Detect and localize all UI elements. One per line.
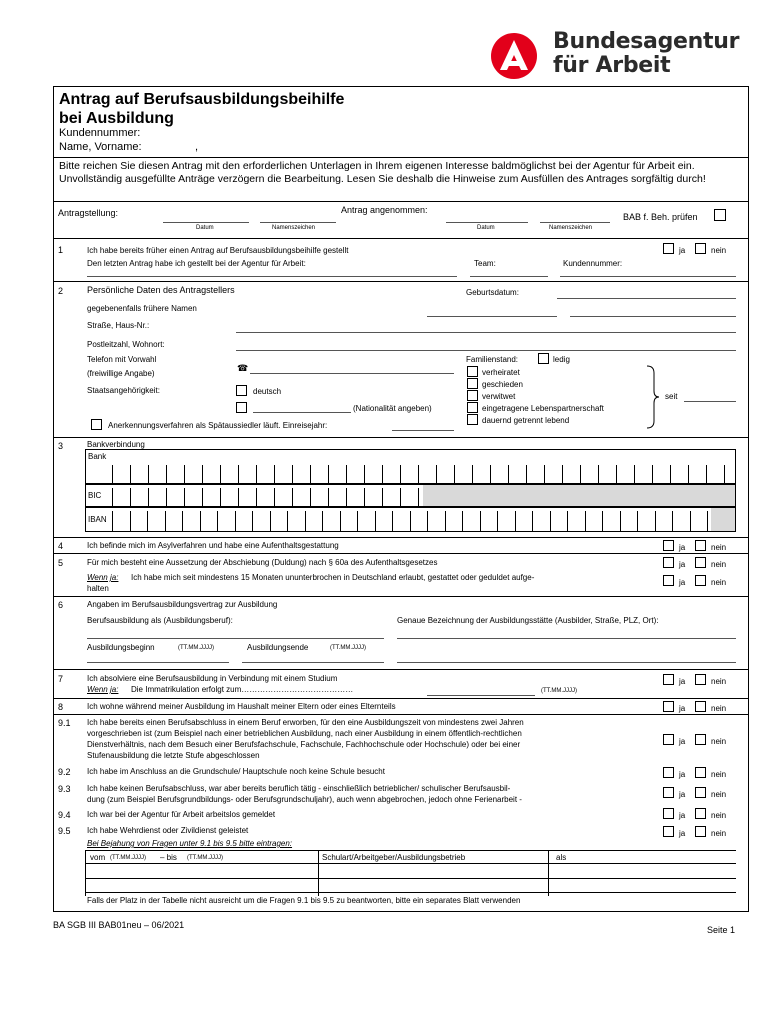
s7-format: (TT.MM.JJJJ) — [541, 688, 577, 694]
grid-tick — [364, 465, 365, 483]
bank-field[interactable] — [85, 449, 736, 484]
section-4-number: 4 — [58, 541, 64, 551]
s4-yes-label: ja — [679, 543, 686, 552]
grid-tick — [166, 488, 167, 506]
grid-tick — [382, 465, 383, 483]
grid-tick — [147, 511, 148, 531]
s91-line4: Stufenausbildung die letzte Stufe abgeschlossen — [87, 751, 260, 760]
grid-tick — [375, 511, 376, 531]
s7-yes-checkbox[interactable] — [663, 674, 674, 685]
grid-tick — [220, 488, 221, 506]
grid-tick — [217, 511, 218, 531]
separated-label: dauernd getrennt lebend — [482, 416, 570, 425]
grid-tick — [256, 488, 257, 506]
since-label: seit — [665, 392, 678, 401]
s8-question: Ich wohne während meiner Ausbildung im Haushalt meiner Eltern oder eines Elternteils — [87, 702, 396, 711]
s1-last-application: Den letzten Antrag habe ich gestellt bei der Agentur für Arbeit: — [87, 259, 306, 268]
grid-tick — [274, 465, 275, 483]
grid-tick — [480, 511, 481, 531]
date-caption-2: Datum — [477, 225, 495, 231]
section-7-number: 7 — [58, 674, 64, 684]
col-from-format: (TT.MM.JJJJ) — [110, 855, 146, 861]
logo-line1: Bundesagentur — [553, 29, 740, 54]
s7-yes-label: ja — [679, 677, 686, 686]
s94-no-checkbox[interactable] — [695, 808, 706, 819]
s8-no-label: nein — [711, 704, 727, 713]
grid-tick — [418, 465, 419, 483]
grid-tick — [112, 465, 113, 483]
col-school: Schulart/Arbeitgeber/Ausbildungsbetrieb — [322, 853, 466, 862]
grid-tick — [148, 488, 149, 506]
grid-tick — [112, 488, 113, 506]
german-checkbox[interactable] — [236, 385, 247, 396]
s4-no-label: nein — [711, 543, 727, 552]
s2-title: Persönliche Daten des Antragstellers — [87, 285, 235, 295]
section-2-number: 2 — [58, 286, 64, 296]
separated-checkbox[interactable] — [467, 414, 478, 425]
section-9-3-number: 9.3 — [58, 784, 71, 794]
grid-tick — [445, 511, 446, 531]
s94-yes-checkbox[interactable] — [663, 808, 674, 819]
s6-title: Angaben im Berufsausbildungsvertrag zur Ausbildung — [87, 600, 278, 609]
name-comma: , — [195, 141, 199, 153]
phone-note: (freiwillige Angabe) — [87, 369, 155, 378]
other-nationality-checkbox[interactable] — [236, 402, 247, 413]
grid-tick — [112, 511, 113, 531]
grid-tick — [567, 511, 568, 531]
grid-tick — [526, 465, 527, 483]
s7-question: Ich absolviere eine Berufsausbildung in Verbindung mit einem Studium — [87, 674, 338, 683]
s5-sub-yes-label: ja — [679, 578, 686, 587]
s92-question: Ich habe im Anschluss an die Grundschule/ Hauptschule noch keine Schule besucht — [87, 767, 385, 776]
s92-yes-label: ja — [679, 770, 686, 779]
grid-tick — [655, 511, 656, 531]
grid-tick — [202, 488, 203, 506]
grid-tick — [310, 488, 311, 506]
divorced-label: geschieden — [482, 380, 523, 389]
grid-tick — [238, 488, 239, 506]
grid-tick — [670, 465, 671, 483]
s91-yes-label: ja — [679, 737, 686, 746]
partnership-label: eingetragene Lebenspartnerschaft — [482, 404, 604, 413]
end-format: (TT.MM.JJJJ) — [330, 645, 366, 651]
bic-disabled-area — [423, 485, 735, 506]
date-caption: Datum — [196, 225, 214, 231]
grid-tick — [130, 511, 131, 531]
grid-tick — [550, 511, 551, 531]
grid-tick — [287, 511, 288, 531]
former-names-label: gegebenenfalls frühere Namen — [87, 304, 197, 313]
recognition-checkbox[interactable] — [91, 419, 102, 430]
logo-text — [553, 30, 739, 78]
s91-line2: vorgeschrieben ist (zum Beispiel nach einer betrieblichen Ausbildung, nach einer Ausbildung in einem öffentlich-rechtlichen — [87, 729, 522, 738]
grid-tick — [184, 488, 185, 506]
s92-yes-checkbox[interactable] — [663, 767, 674, 778]
grid-tick — [707, 511, 708, 531]
grid-tick — [400, 465, 401, 483]
col-as: als — [556, 853, 567, 862]
s5-no-label: nein — [711, 560, 727, 569]
grid-tick — [508, 465, 509, 483]
german-label: deutsch — [253, 387, 282, 396]
grid-tick — [580, 465, 581, 483]
other-nationality-label: (Nationalität angeben) — [353, 404, 432, 413]
s93-no-label: nein — [711, 790, 727, 799]
place-label: Genaue Bezeichnung der Ausbildungsstätte (Ausbilder, Straße, PLZ, Ort): — [397, 616, 659, 625]
s7-no-checkbox[interactable] — [695, 674, 706, 685]
section-1-number: 1 — [58, 245, 64, 255]
grid-tick — [305, 511, 306, 531]
grid-tick — [562, 465, 563, 483]
s5-sub-yes-checkbox[interactable] — [663, 575, 674, 586]
s94-question: Ich war bei der Agentur für Arbeit arbeitslos gemeldet — [87, 810, 276, 819]
s1-question: Ich habe bereits früher einen Antrag auf Berufsausbildungsbeihilfe gestellt — [87, 246, 349, 255]
s92-no-label: nein — [711, 770, 727, 779]
marital-label: Familienstand: — [466, 355, 519, 364]
s93-no-checkbox[interactable] — [695, 787, 706, 798]
nationality-label: Staatsangehörigkeit: — [87, 386, 160, 395]
s5-yes-label: ja — [679, 560, 686, 569]
section-9-1-number: 9.1 — [58, 718, 71, 728]
grid-tick — [490, 465, 491, 483]
iban-disabled-area — [711, 508, 735, 531]
phone-icon: ☎ — [237, 363, 249, 373]
grid-tick — [130, 488, 131, 506]
grid-tick — [256, 465, 257, 483]
s7-if-yes: Wenn ja: — [87, 685, 119, 694]
s8-yes-label: ja — [679, 704, 686, 713]
grid-tick — [634, 465, 635, 483]
grid-tick — [637, 511, 638, 531]
col-from: vom — [90, 853, 106, 862]
s4-question: Ich befinde mich im Asylverfahren und habe eine Aufenthaltsgestattung — [87, 541, 339, 550]
grid-tick — [436, 465, 437, 483]
grid-tick — [454, 465, 455, 483]
s93-line2: dung (zum Beispiel Berufsgrundbildungs- oder Berufsgrundschuljahr), auch wenn abgebrochen, jedoch ohne Ferienarbeit - — [87, 795, 522, 804]
grid-tick — [418, 488, 419, 506]
grid-tick — [706, 465, 707, 483]
grid-tick — [462, 511, 463, 531]
s95-yes-label: ja — [679, 829, 686, 838]
s1-customer-no-label: Kundennummer: — [563, 259, 623, 268]
single-label: ledig — [553, 355, 570, 364]
s4-yes-checkbox[interactable] — [663, 540, 674, 551]
application-date-label: Antragstellung: — [58, 208, 119, 218]
right-brace-icon — [645, 365, 661, 429]
grid-tick — [585, 511, 586, 531]
grid-tick — [392, 511, 393, 531]
s94-no-label: nein — [711, 811, 727, 820]
grid-tick — [532, 511, 533, 531]
grid-tick — [340, 511, 341, 531]
grid-tick — [346, 488, 347, 506]
married-checkbox[interactable] — [467, 366, 478, 377]
grid-tick — [652, 465, 653, 483]
grid-tick — [357, 511, 358, 531]
section-3-number: 3 — [58, 441, 64, 451]
col-to: – bis — [160, 853, 177, 862]
partnership-checkbox[interactable] — [467, 402, 478, 413]
grid-tick — [346, 465, 347, 483]
grid-tick — [270, 511, 271, 531]
bic-label: BIC — [88, 491, 102, 500]
grid-tick — [427, 511, 428, 531]
grid-tick — [724, 465, 725, 483]
grid-tick — [497, 511, 498, 531]
grid-tick — [672, 511, 673, 531]
name-label: Name, Vorname: — [59, 141, 142, 153]
initials-caption-2: Namenszeichen — [549, 225, 593, 231]
title-line2: bei Ausbildung — [59, 110, 174, 127]
s5-sub-question-2: halten — [87, 584, 109, 593]
ba-logo-icon — [491, 33, 537, 79]
s93-line1: Ich habe keinen Berufsabschluss, war aber bereits beruflich tätig - einschließlich betrieblicher/ schulischer Berufsausbil- — [87, 784, 511, 793]
grid-tick — [328, 488, 329, 506]
grid-tick — [310, 465, 311, 483]
job-label: Berufsausbildung als (Ausbildungsberuf): — [87, 616, 233, 625]
s4-no-checkbox[interactable] — [695, 540, 706, 551]
phone-label: Telefon mit Vorwahl — [87, 355, 157, 364]
s1-yes-checkbox[interactable] — [663, 243, 674, 254]
intro-text: Bitte reichen Sie diesen Antrag mit den erforderlichen Unterlagen in Ihrem eigenen Interesse baldmöglichst bei der Agentur für Arbeit ein. Unvollständig ausgefüllte Anträge verzögern die Bearbeitung. Lesen Sie deshalb die Hinweise zum Ausfüllen des Antrages sorgfältig durch! — [59, 160, 706, 185]
customer-number-label: Kundennummer: — [59, 127, 141, 139]
grid-tick — [252, 511, 253, 531]
section-8-number: 8 — [58, 702, 64, 712]
grid-tick — [182, 511, 183, 531]
bank-label: Bank — [88, 452, 107, 461]
s95-yes-checkbox[interactable] — [663, 826, 674, 837]
grid-tick — [292, 465, 293, 483]
grid-tick — [130, 465, 131, 483]
grid-tick — [184, 465, 185, 483]
start-label: Ausbildungsbeginn — [87, 643, 155, 652]
s95-question: Ich habe Wehrdienst oder Zivildienst geleistet — [87, 826, 249, 835]
section-9-2-number: 9.2 — [58, 767, 71, 777]
s91-yes-checkbox[interactable] — [663, 734, 674, 745]
s1-team-label: Team: — [474, 259, 496, 268]
s5-if-yes: Wenn ja: — [87, 573, 119, 582]
s94-yes-label: ja — [679, 811, 686, 820]
grid-tick — [620, 511, 621, 531]
iban-label: IBAN — [88, 515, 107, 524]
grid-tick — [472, 465, 473, 483]
accepted-label: Antrag angenommen: — [341, 205, 428, 215]
s91-no-label: nein — [711, 737, 727, 746]
s93-yes-checkbox[interactable] — [663, 787, 674, 798]
s5-sub-no-label: nein — [711, 578, 727, 587]
grid-tick — [235, 511, 236, 531]
widowed-label: verwitwet — [482, 392, 516, 401]
end-label: Ausbildungsende — [247, 643, 309, 652]
grid-tick — [148, 465, 149, 483]
s1-no-label: nein — [711, 246, 727, 255]
street-label: Straße, Haus-Nr.: — [87, 321, 150, 330]
birth-date-label: Geburtsdatum: — [466, 288, 519, 297]
grid-tick — [292, 488, 293, 506]
title-line1: Antrag auf Berufsausbildungsbeihilfe — [59, 91, 345, 108]
divorced-checkbox[interactable] — [467, 378, 478, 389]
s5-no-checkbox[interactable] — [695, 557, 706, 568]
widowed-checkbox[interactable] — [467, 390, 478, 401]
grid-tick — [220, 465, 221, 483]
s1-yes-label: ja — [679, 246, 686, 255]
grid-tick — [322, 511, 323, 531]
grid-tick — [202, 465, 203, 483]
grid-tick — [400, 488, 401, 506]
page-number: Seite 1 — [707, 925, 736, 935]
bab-check-label: BAB f. Beh. prüfen — [623, 212, 698, 222]
s91-line3: Dienstverhältnis, nach dem Besuch einer Berufsfachschule, Fachschule, Fachhochschule oder Hochschule) oder bei einer — [87, 740, 521, 749]
start-format: (TT.MM.JJJJ) — [178, 645, 214, 651]
page-title — [59, 90, 344, 128]
grid-tick — [238, 465, 239, 483]
bab-check-checkbox[interactable] — [714, 209, 726, 221]
logo-line2: für Arbeit — [553, 53, 671, 78]
section-9-4-number: 9.4 — [58, 810, 71, 820]
col-to-format: (TT.MM.JJJJ) — [187, 855, 223, 861]
s95-no-label: nein — [711, 829, 727, 838]
s5-sub-no-checkbox[interactable] — [695, 575, 706, 586]
s7-no-label: nein — [711, 677, 727, 686]
s91-no-checkbox[interactable] — [695, 734, 706, 745]
grid-tick — [166, 465, 167, 483]
recognition-label: Anerkennungsverfahren als Spätaussiedler läuft. Einreisejahr: — [108, 421, 328, 430]
s3-title: Bankverbindung — [87, 440, 145, 449]
s92-no-checkbox[interactable] — [695, 767, 706, 778]
s1-no-checkbox[interactable] — [695, 243, 706, 254]
grid-tick — [602, 511, 603, 531]
s91-line1: Ich habe bereits einen Berufsabschluss in einem Beruf erworben, für den eine Ausbildungszeit von mindestens zwei Jahren — [87, 718, 524, 727]
grid-tick — [616, 465, 617, 483]
form-id: BA SGB III BAB01neu – 06/2021 — [53, 920, 185, 930]
grid-tick — [688, 465, 689, 483]
s5-question: Für mich besteht eine Aussetzung der Abschiebung (Duldung) nach § 60a des Aufenthaltsgesetzes — [87, 558, 438, 567]
grid-tick — [165, 511, 166, 531]
section-6-number: 6 — [58, 600, 64, 610]
s7-sub: Die Immatrikulation erfolgt zum…………………………………… — [131, 685, 354, 694]
married-label: verheiratet — [482, 368, 520, 377]
grid-tick — [515, 511, 516, 531]
s95-no-checkbox[interactable] — [695, 826, 706, 837]
grid-tick — [382, 488, 383, 506]
s95-note: Bei Bejahung von Fragen unter 9.1 bis 9.5 bitte eintragen: — [87, 839, 293, 848]
grid-tick — [690, 511, 691, 531]
section-9-5-number: 9.5 — [58, 826, 71, 836]
grid-tick — [328, 465, 329, 483]
grid-tick — [364, 488, 365, 506]
s8-yes-checkbox[interactable] — [663, 701, 674, 712]
s5-yes-checkbox[interactable] — [663, 557, 674, 568]
s5-sub-question: Ich habe mich seit mindestens 15 Monaten ununterbrochen in Deutschland erlaubt, gestattet oder geduldet aufge- — [131, 573, 535, 582]
initials-caption: Namenszeichen — [272, 225, 316, 231]
grid-tick — [598, 465, 599, 483]
single-checkbox[interactable] — [538, 353, 549, 364]
postal-label: Postleitzahl, Wohnort: — [87, 340, 165, 349]
s8-no-checkbox[interactable] — [695, 701, 706, 712]
s93-yes-label: ja — [679, 790, 686, 799]
grid-tick — [410, 511, 411, 531]
grid-tick — [544, 465, 545, 483]
grid-tick — [200, 511, 201, 531]
grid-tick — [274, 488, 275, 506]
section-5-number: 5 — [58, 558, 64, 568]
overflow-note: Falls der Platz in der Tabelle nicht ausreicht um die Fragen 9.1 bis 9.5 zu beantworten, bitte ein separates Blatt verwenden — [87, 896, 521, 905]
